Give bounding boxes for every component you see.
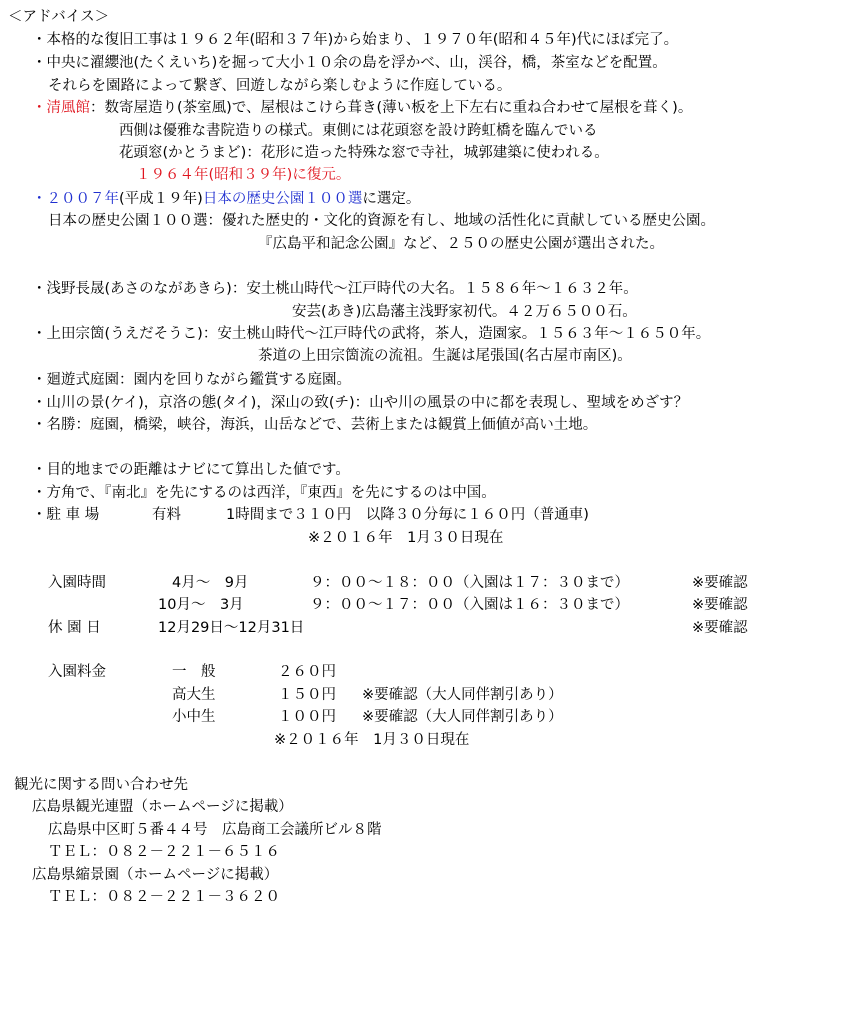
asano-line-2: 安芸(あき)広島藩主浅野家初代。４２万６５００石。: [292, 304, 637, 320]
restoration-line-1: ・本格的な復旧工事は１９６２年(昭和３７年)から始まり、１９７０年(昭和４５年)代にほぼ完了。: [32, 32, 679, 48]
admission-label: 入園料金: [48, 664, 106, 680]
contact-tel-2: ＴＥＬ：０８２－２２１－３６２０: [48, 889, 280, 905]
historic-parks-definition: 日本の歴史公園１００選：優れた歴史的・文化的資源を有し、地域の活性化に貢献している歴史公園。: [48, 213, 715, 229]
historic-parks-line: [32, 188, 420, 210]
ueda-line-2: 茶道の上田宗箇流の流祖。生誕は尾張国(名古屋市南区)。: [258, 348, 632, 364]
holidays-label: 休 園 日: [48, 620, 101, 636]
historic-parks-suffix: に選定。: [362, 191, 421, 207]
holidays-note: ※要確認: [692, 620, 748, 636]
historic-parks-example: 『広島平和記念公園』など、２５０の歴史公園が選出された。: [258, 236, 664, 252]
historic-parks-year: ２００７年: [46, 191, 119, 207]
contact-org-2: 広島県縮景園（ホームページに掲載）: [32, 867, 279, 883]
asano-line-1: ・浅野長晟(あさのながあきら)：安土桃山時代～江戸時代の大名。１５８６年～１６３２年。: [32, 281, 638, 297]
parking-fee: 1時間まで３１０円 以降３０分毎に１６０円（普通車): [226, 507, 589, 523]
admission-row-3-price: １００円: [278, 709, 336, 725]
seifukan-line: [32, 97, 692, 119]
contact-address-1: 広島県中区町５番４４号 広島商工会議所ビル８階: [48, 822, 382, 838]
admission-row-2-note: ※要確認（大人同伴割引あり）: [362, 687, 563, 703]
contact-heading: 観光に関する問い合わせ先: [14, 777, 188, 793]
parking-as-of: ※２０１６年 1月３０日現在: [308, 530, 504, 546]
admission-as-of: ※２０１６年 1月３０日現在: [274, 732, 470, 748]
seifukan-name: 清風館: [46, 100, 90, 116]
katomado-definition: 花頭窓(かとうまど)：花形に造った特殊な窓で寺社，城郭建築に使われる。: [119, 145, 609, 161]
admission-row-1-price: ２６０円: [278, 664, 336, 680]
historic-parks-era: (平成１９年): [119, 191, 203, 207]
hours-row-1-note: ※要確認: [692, 575, 748, 591]
admission-row-1-category: 一 般: [172, 664, 216, 680]
contact-org-1: 広島県観光連盟（ホームページに掲載）: [32, 799, 293, 815]
advice-heading: ＜アドバイス＞: [8, 9, 110, 25]
hours-row-2-note: ※要確認: [692, 597, 748, 613]
holidays-period: 12月29日～12月31日: [158, 620, 305, 636]
kaiyu-definition: ・廻遊式庭園：園内を回りながら鑑賞する庭園。: [32, 372, 351, 388]
historic-parks-bullet: ・: [32, 191, 47, 207]
sansen-definition: ・山川の景(ケイ)，京洛の態(タイ)，深山の致(チ)：山や川の風景の中に都を表現し、聖域をめざす？: [32, 395, 689, 411]
parking-label: ・駐 車 場: [32, 507, 100, 523]
seifukan-description: ：数寄屋造り(茶室風)で、屋根はこけら葺き(薄い板を上下左右に重ね合わせて屋根を葺く)。: [90, 100, 693, 116]
seifukan-west-side: 西側は優雅な書院造りの様式。東側には花頭窓を設け跨虹橋を臨んでいる: [119, 123, 598, 139]
hours-row-1-time: ９：００～１８：００（入園は１７：３０まで）: [310, 575, 629, 591]
distance-note: ・目的地までの距離はナビにて算出した値です。: [32, 462, 350, 478]
hours-row-2-time: ９：００～１７：００（入園は１６：３０まで）: [310, 597, 629, 613]
meisho-definition: ・名勝：庭園，橋梁，峡谷，海浜，山岳などで、芸術上または観賞上価値が高い土地。: [32, 417, 598, 433]
seifukan-bullet: ・: [32, 100, 47, 116]
hours-row-1-months: 4月～ 9月: [172, 575, 249, 591]
contact-tel-1: ＴＥＬ：０８２－２２１－６５１６: [48, 844, 280, 860]
historic-parks-name: 日本の歴史公園１００選: [202, 191, 363, 207]
hours-label: 入園時間: [48, 575, 106, 591]
admission-row-2-category: 高大生: [172, 687, 216, 703]
seifukan-restored: １９６４年(昭和３９年)に復元。: [136, 167, 351, 183]
restoration-line-3: それらを園路によって繋ぎ、回遊しながら楽しむように作庭している。: [48, 78, 512, 94]
admission-row-3-note: ※要確認（大人同伴割引あり）: [362, 709, 563, 725]
admission-row-2-price: １５０円: [278, 687, 336, 703]
admission-row-3-category: 小中生: [172, 709, 216, 725]
ueda-line-1: ・上田宗箇(うえだそうこ)：安土桃山時代～江戸時代の武将，茶人，造園家。１５６３年～１６５０年。: [32, 326, 711, 342]
restoration-line-2: ・中央に濯纓池(たくえいち)を掘って大小１０余の島を浮かべ、山，渓谷，橋，茶室などを配置。: [32, 55, 667, 71]
parking-fee-type: 有料: [152, 507, 181, 523]
hours-row-2-months: 10月～ 3月: [158, 597, 244, 613]
direction-note: ・方角で、『南北』を先にするのは西洋，『東西』を先にするのは中国。: [32, 485, 496, 501]
